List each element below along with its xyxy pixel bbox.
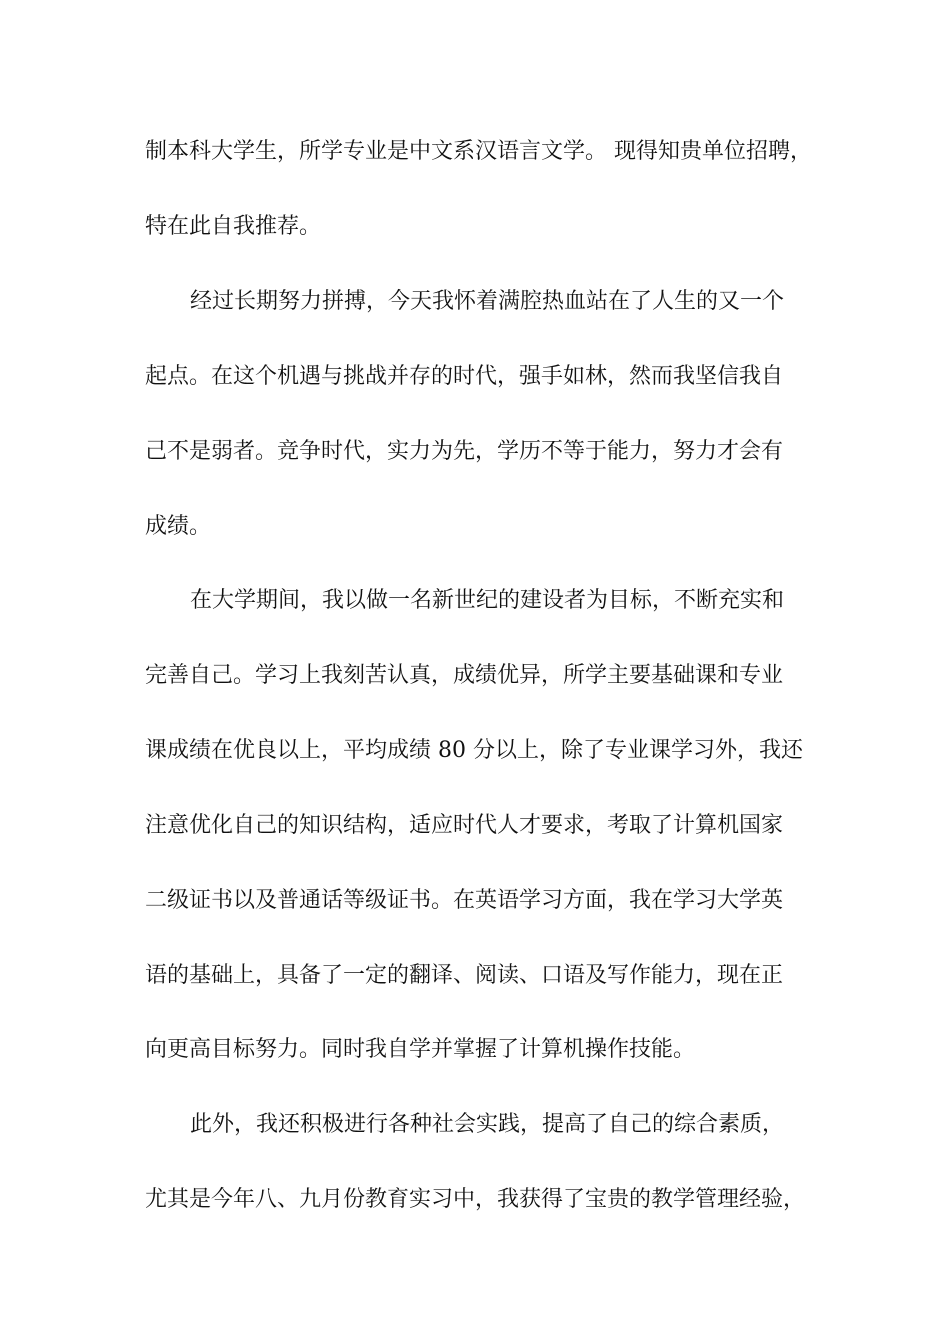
text-line: 二级证书以及普通话等级证书。在英语学习方面，我在学习大学英	[145, 888, 784, 913]
text-line: 课成绩在优良以上，平均成绩 80 分以上，除了专业课学习外，我还	[145, 738, 803, 763]
text-line: 特在此自我推荐。	[145, 214, 322, 239]
text-line: 成绩。	[145, 514, 212, 539]
text-line: 起点。在这个机遇与挑战并存的时代，强手如林，然而我坚信我自	[145, 364, 784, 389]
text-line: 尤其是今年八、九月份教育实习中，我获得了宝贵的教学管理经验，	[145, 1187, 806, 1212]
paragraph-first-line: 此外，我还积极进行各种社会实践，提高了自己的综合素质，	[190, 1112, 785, 1137]
text-line: 向更高目标努力。同时我自学并掌握了计算机操作技能。	[145, 1037, 696, 1062]
text-line: 注意优化自己的知识结构，适应时代人才要求，考取了计算机国家	[145, 813, 784, 838]
text-line: 制本科大学生，所学专业是中文系汉语言文学。 现得知贵单位招聘，	[145, 139, 812, 164]
text-line: 完善自己。学习上我刻苦认真，成绩优异，所学主要基础课和专业	[145, 663, 784, 688]
paragraph-first-line: 在大学期间，我以做一名新世纪的建设者为目标，不断充实和	[190, 588, 785, 613]
paragraph-first-line: 经过长期努力拼搏，今天我怀着满腔热血站在了人生的又一个	[190, 289, 785, 314]
text-line: 己不是弱者。竞争时代，实力为先，学历不等于能力，努力才会有	[145, 439, 784, 464]
text-line: 语的基础上，具备了一定的翻译、阅读、口语及写作能力，现在正	[145, 963, 784, 988]
